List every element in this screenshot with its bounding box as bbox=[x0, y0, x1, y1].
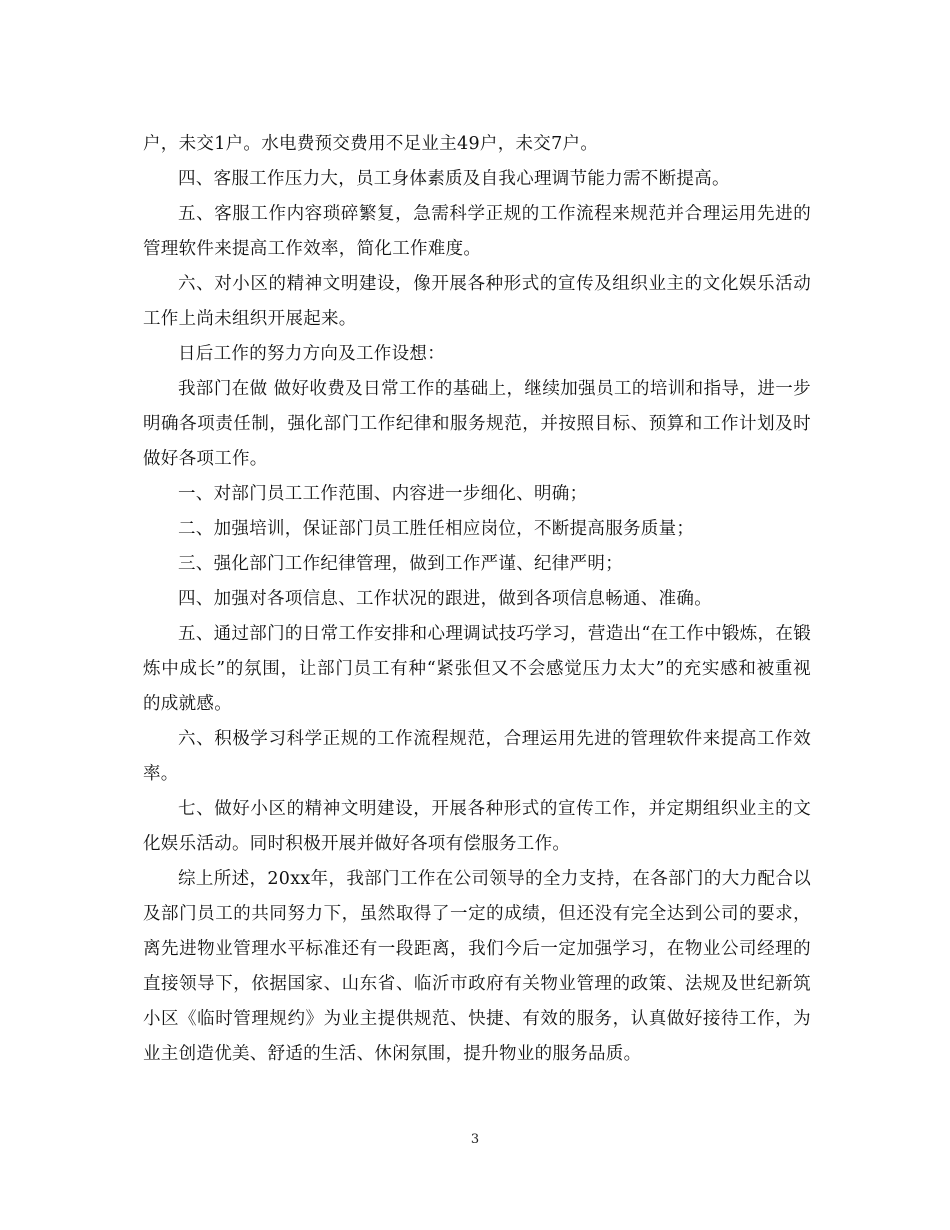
summary-paragraph: 综上所述，20xx年，我部门工作在公司领导的全力支持，在各部门的大力配合以及部门员工的共同努力下，虽然取得了一定的成绩，但还没有完全达到公司的要求，离先进物业管理水平标准还有一段距离，我们今后一定加强学习，在物业公司经理的直接领导下，依据国家、山东省、临沂市政府有关物业管理的政策、法规及世纪新筑小区《临时管理规约》为业主提供规范、快捷、有效的服务，认真做好接待工作，为业主创造优美、舒适的生活、休闲氛围，提升物业的服务品质。 bbox=[143, 869, 811, 1064]
paragraph: 五、客服工作内容琐碎繁复，急需科学正规的工作流程来规范并合理运用先进的管理软件来提高工作效率，简化工作难度。 bbox=[143, 204, 811, 259]
paragraph: 六、对小区的精神文明建设，像开展各种形式的宣传及组织业主的文化娱乐活动工作上尚未组织开展起来。 bbox=[143, 274, 811, 329]
paragraph: 四、客服工作压力大，员工身体素质及自我心理调节能力需不断提高。 bbox=[178, 169, 730, 189]
list-item: 一、对部门员工工作范围、内容进一步细化、明确； bbox=[178, 484, 588, 504]
list-item: 六、积极学习科学正规的工作流程规范，合理运用先进的管理软件来提高工作效率。 bbox=[143, 729, 811, 784]
list-item: 五、通过部门的日常工作安排和心理调试技巧学习，营造出“在工作中锻炼，在锻炼中成长”的氛围，让部门员工有种“紧张但又不会感觉压力太大”的充实感和被重视的成就感。 bbox=[143, 624, 811, 714]
paragraph: 户，未交1户。水电费预交费用不足业主49户，未交7户。 bbox=[143, 134, 599, 154]
list-item: 四、加强对各项信息、工作状况的跟进，做到各项信息畅通、准确。 bbox=[178, 589, 712, 609]
document-body bbox=[143, 127, 811, 1072]
page-number: 3 bbox=[470, 1132, 480, 1147]
section-heading: 日后工作的努力方向及工作设想： bbox=[178, 344, 445, 364]
list-item: 三、强化部门工作纪律管理，做到工作严谨、纪律严明； bbox=[178, 554, 623, 574]
list-item: 二、加强培训，保证部门员工胜任相应岗位，不断提高服务质量； bbox=[178, 519, 695, 539]
paragraph: 我部门在做 做好收费及日常工作的基础上，继续加强员工的培训和指导，进一步明确各项责任制，强化部门工作纪律和服务规范，并按照目标、预算和工作计划及时做好各项工作。 bbox=[143, 379, 811, 469]
list-item: 七、做好小区的精神文明建设，开展各种形式的宣传工作，并定期组织业主的文化娱乐活动。同时积极开展并做好各项有偿服务工作。 bbox=[143, 799, 811, 854]
